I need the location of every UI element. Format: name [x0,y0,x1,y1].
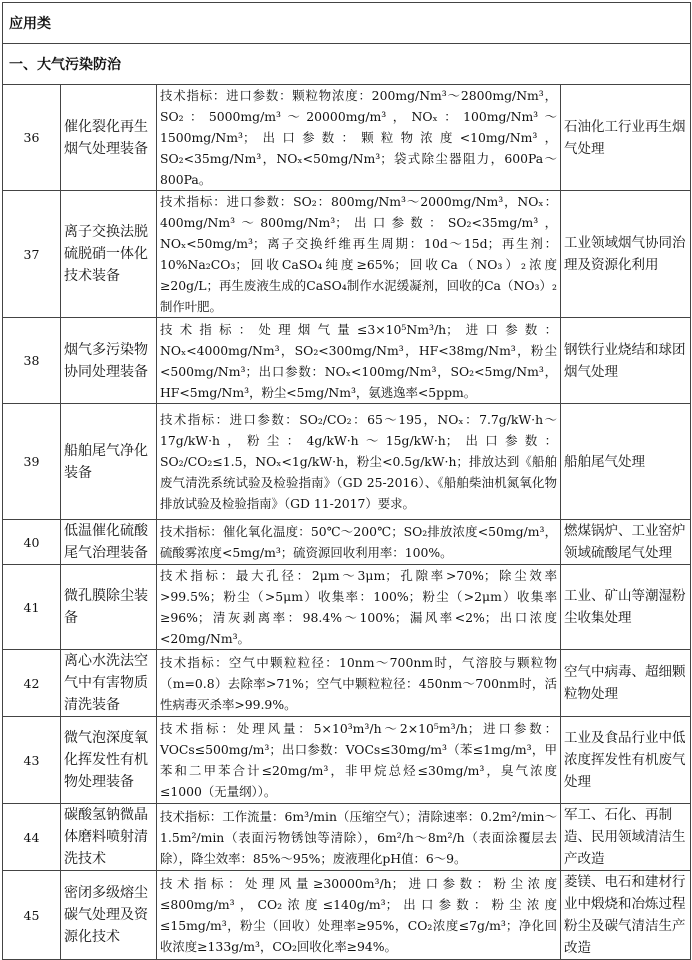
technical-specs: 技术指标：空气中颗粒粒径：10nm～700nm时，气溶胶与颗粒物（m=0.8）去除率>71%；空气中颗粒粒径：450nm～700nm时，活性病毒灭杀率>99.9%。 [157,650,561,717]
row-number: 37 [3,191,61,318]
application-field: 钢铁行业烧结和球团烟气处理 [561,318,691,404]
equipment-table [2,2,691,960]
equipment-name: 碳酸氢钠微晶体磨料喷射清洗技术 [61,804,157,871]
application-field: 船舶尾气处理 [561,404,691,520]
row-number: 41 [3,565,61,650]
row-number: 39 [3,404,61,520]
row-number: 44 [3,804,61,871]
technical-specs: 技术指标：处理烟气量≤3×10⁵Nm³/h；进口参数：NOₓ<4000mg/Nm³，SO₂<300mg/Nm³，HF<38mg/Nm³，粉尘<500mg/Nm³；出口参数：NOₓ<100mg/Nm³，SO₂<5mg/Nm³，HF<5mg/Nm³，粉尘<5mg/Nm³，氨逃逸率<5ppm。 [157,318,561,404]
technical-specs: 技术指标：处理风量≥30000m³/h；进口参数：粉尘浓度≤800mg/m³，CO₂浓度≤140g/m³；出口参数：粉尘浓度≤15mg/m³，粉尘（回收）处理率≥95%，CO₂浓度≤7g/m³；净化回收浓度≥133g/m³，CO₂回收化率≥94%。 [157,871,561,960]
technical-specs: 技术指标：最大孔径：2μm～3μm；孔隙率>70%；除尘效率>99.5%；粉尘（>5μm）收集率：100%；粉尘（>2μm）收集率≥96%；清灰剥离率：98.4%～100%；漏风率<2%；出口浓度<20mg/Nm³。 [157,565,561,650]
technical-specs: 技术指标：工作流量：6m³/min（压缩空气）；清除速率：0.2m²/min～1.5m²/min（表面污物锈蚀等清除），6m²/h～8m²/h（表面涂覆层去除），降尘效率：85%～95%；废液理化pH值：6～9。 [157,804,561,871]
table-row [3,520,691,565]
category-row [3,3,691,44]
row-number: 36 [3,85,61,191]
table-row [3,318,691,404]
table-row [3,871,691,960]
application-field: 工业、矿山等潮湿粉尘收集处理 [561,565,691,650]
section-title: 一、大气污染防治 [3,44,691,85]
application-field: 工业领域烟气协同治理及资源化利用 [561,191,691,318]
row-number: 43 [3,717,61,804]
equipment-name: 微孔膜除尘装备 [61,565,157,650]
table-row [3,804,691,871]
row-number: 40 [3,520,61,565]
table-row [3,650,691,717]
application-field: 石油化工行业再生烟气处理 [561,85,691,191]
equipment-name: 微气泡深度氧化挥发性有机物处理装备 [61,717,157,804]
equipment-name: 低温催化硫酸尾气治理装备 [61,520,157,565]
application-field: 菱镁、电石和建材行业中煅烧和冶炼过程粉尘及碳气清洁生产改造 [561,871,691,960]
equipment-name: 烟气多污染物协同处理装备 [61,318,157,404]
equipment-name: 离子交换法脱硫脱硝一体化技术装备 [61,191,157,318]
application-field: 空气中病毒、超细颗粒物处理 [561,650,691,717]
table-row [3,404,691,520]
equipment-name: 船舶尾气净化装备 [61,404,157,520]
technical-specs: 技术指标：进口参数：SO₂：800mg/Nm³～2000mg/Nm³，NOₓ：400mg/Nm³～800mg/Nm³；出口参数：SO₂<35mg/m³，NOₓ<50mg/m³；离子交换纤维再生周期：10d～15d；再生剂：10%Na₂CO₃；回收CaSO₄纯度≥65%；回收Ca（NO₃）₂浓度≥20g/L；再生废液生成的CaSO₄制作水泥缓凝剂，回收的Ca（NO₃）₂制作叶肥。 [157,191,561,318]
row-number: 38 [3,318,61,404]
technical-specs: 技术指标：进口参数：颗粒物浓度：200mg/Nm³～2800mg/Nm³，SO₂：5000mg/m³～20000mg/m³，NOₓ：100mg/Nm³～1500mg/Nm³；出口参数：颗粒物浓度<10mg/Nm³，SO₂<35mg/Nm³，NOₓ<50mg/Nm³；袋式除尘器阻力，600Pa～800Pa。 [157,85,561,191]
section-row [3,44,691,85]
table-row [3,85,691,191]
table-row [3,565,691,650]
table-row [3,717,691,804]
application-field: 工业及食品行业中低浓度挥发性有机废气处理 [561,717,691,804]
row-number: 45 [3,871,61,960]
application-field: 燃煤锅炉、工业窑炉领域硫酸尾气处理 [561,520,691,565]
equipment-name: 催化裂化再生烟气处理装备 [61,85,157,191]
application-field: 军工、石化、再制造、民用领域清洁生产改造 [561,804,691,871]
technical-specs: 技术指标：进口参数：SO₂/CO₂：65～195，NOₓ：7.7g/kW·h～17g/kW·h，粉尘：4g/kW·h～15g/kW·h；出口参数：SO₂/CO₂≤1.5，NOₓ<1g/kW·h，粉尘<0.5g/kW·h；排放达到《船舶废气清洗系统试验及检验指南》（GD 25-2016）、《船舶柴油机氮氧化物排放试验及检验指南》（GD 11-2017）要求。 [157,404,561,520]
category-title: 应用类 [3,3,691,44]
table-row [3,191,691,318]
row-number: 42 [3,650,61,717]
technical-specs: 技术指标：催化氧化温度：50℃～200℃；SO₂排放浓度<50mg/m³，硫酸雾浓度<5mg/m³；硫资源回收利用率：100%。 [157,520,561,565]
equipment-name: 离心水洗法空气中有害物质清洗装备 [61,650,157,717]
technical-specs: 技术指标：处理风量：5×10³m³/h～2×10⁵m³/h；进口参数：VOCs≤500mg/m³；出口参数：VOCs≤30mg/m³（苯≤1mg/m³，甲苯和二甲苯合计≤20mg/m³，非甲烷总烃≤30mg/m³，臭气浓度≤1000（无量纲））。 [157,717,561,804]
equipment-name: 密闭多级熔尘碳气处理及资源化技术 [61,871,157,960]
